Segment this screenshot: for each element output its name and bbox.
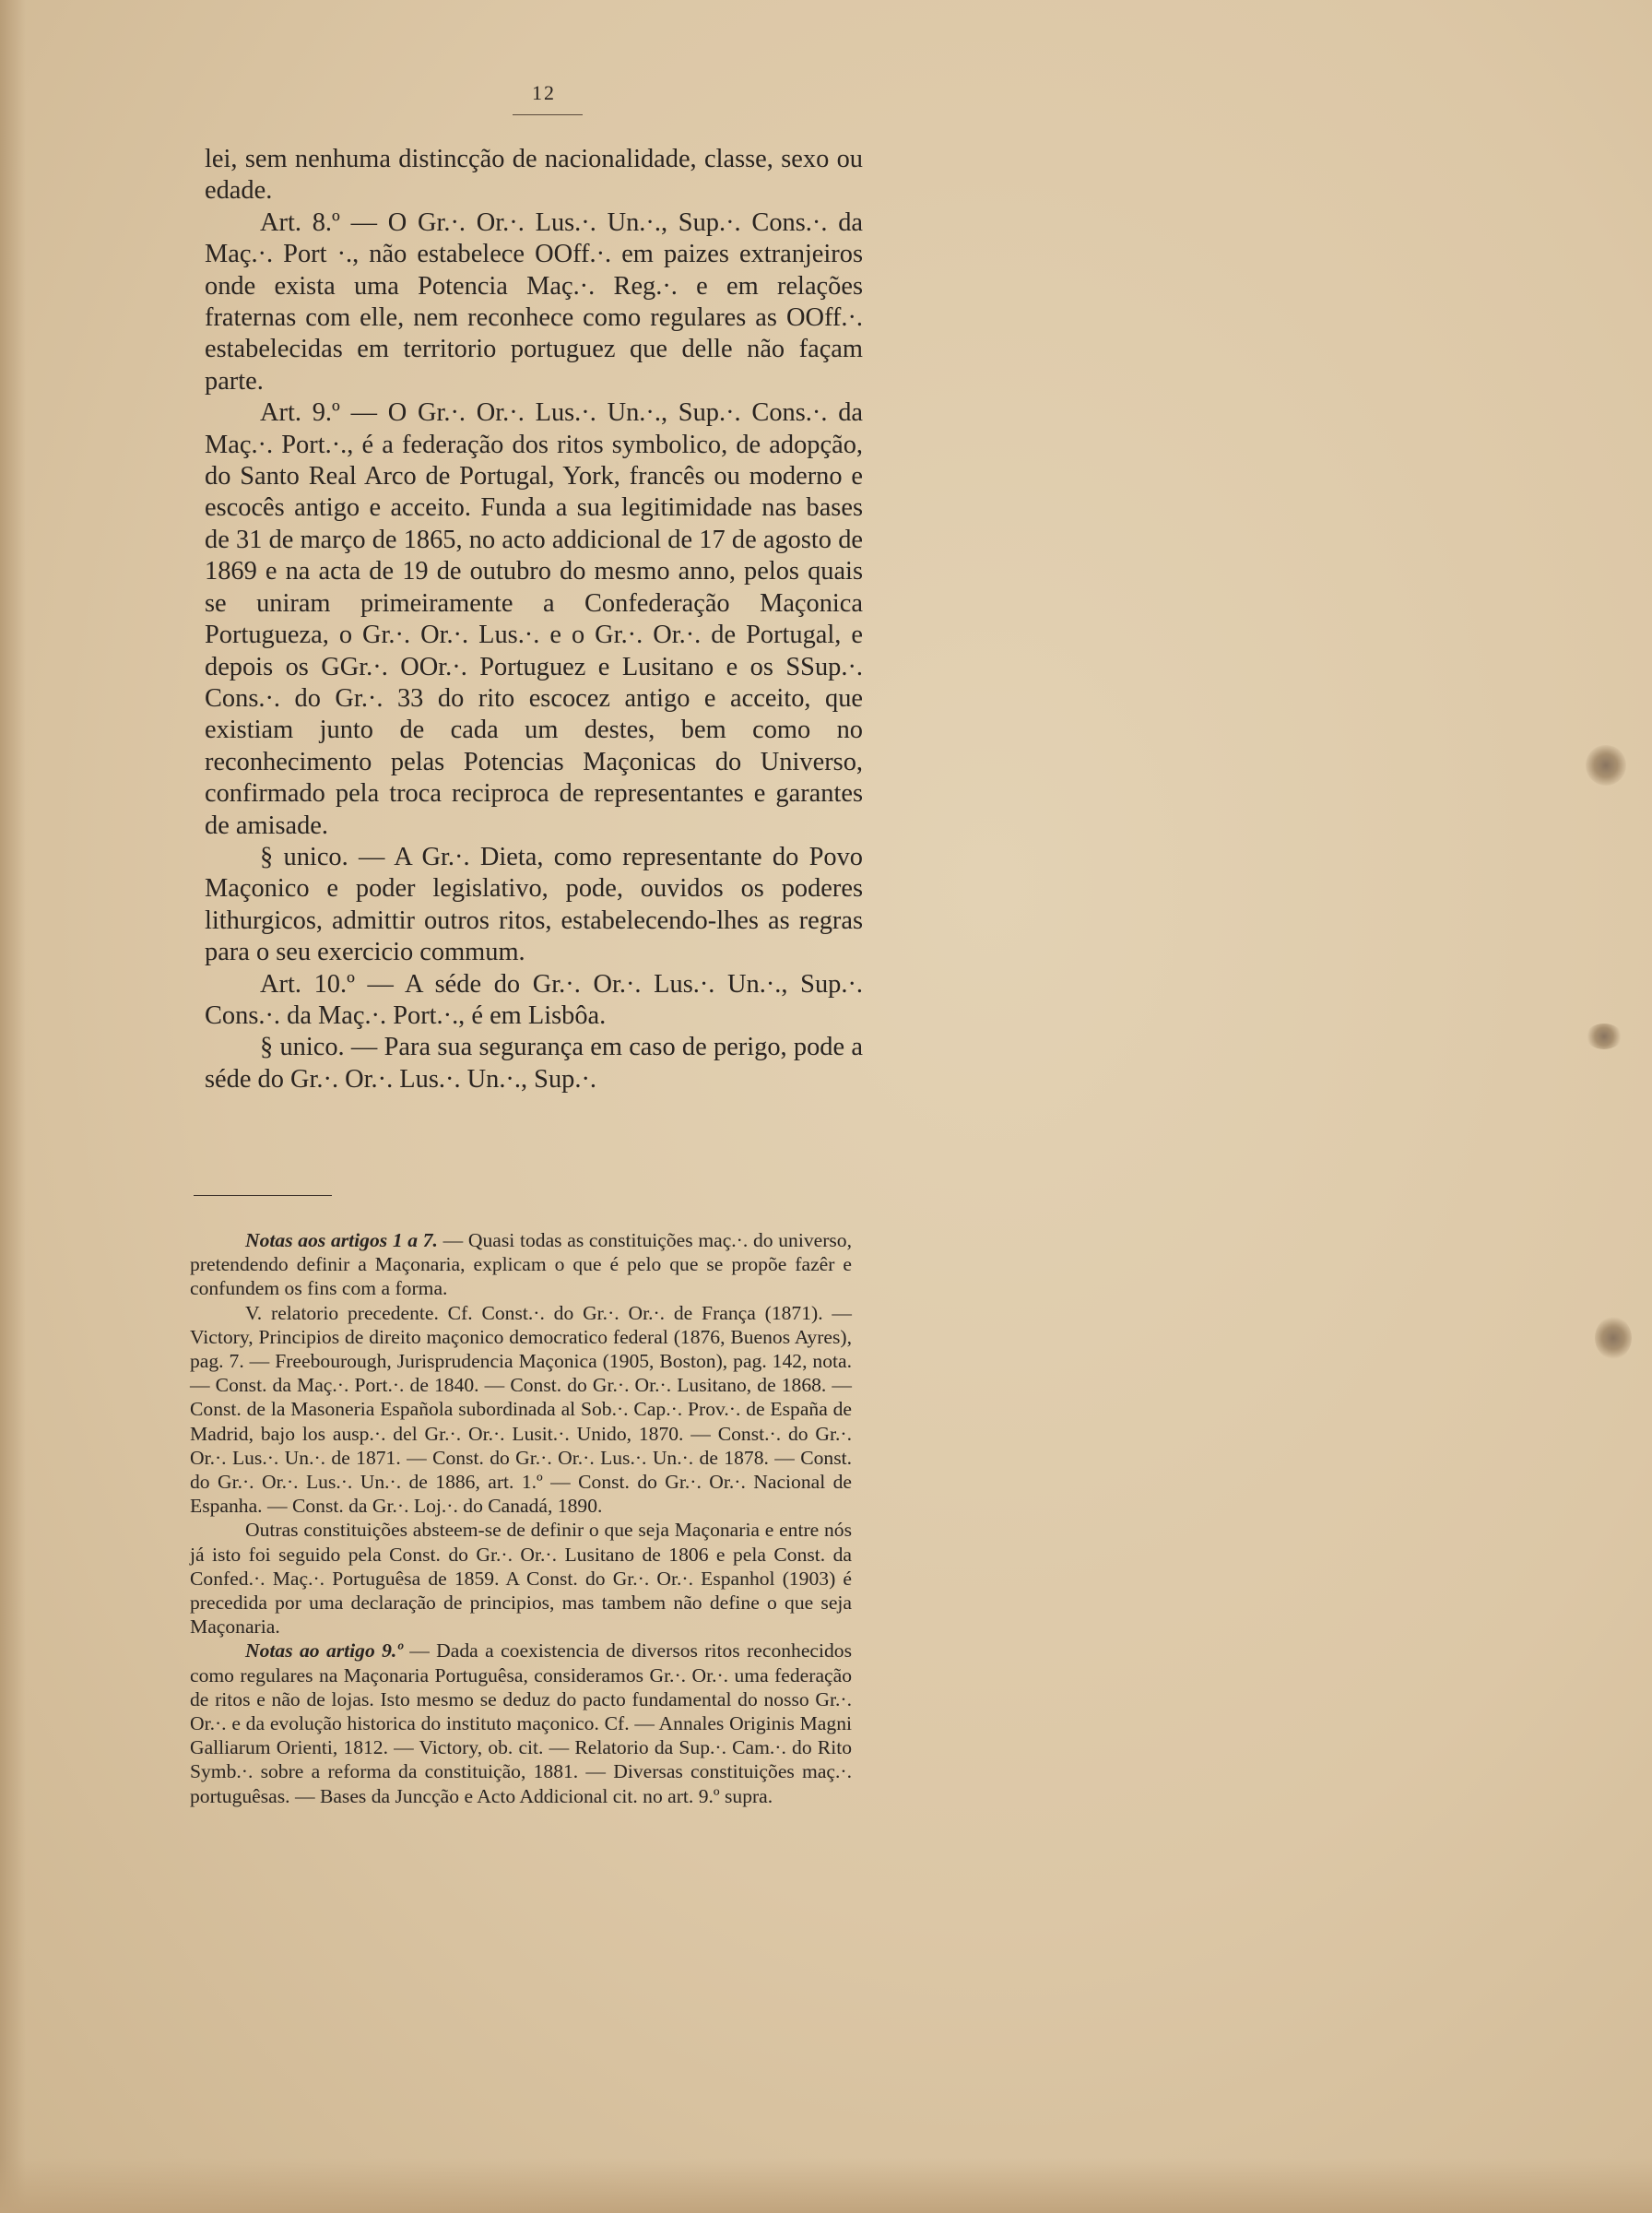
page-number: 12 (532, 81, 556, 104)
paragraph-art-10: Art. 10.º — A séde do Gr.·. Or.·. Lus.·. Un.·., Sup.·. Cons.·. da Maç.·. Port.·., é em Lisbôa. (205, 969, 863, 1030)
stain-mark (1595, 1317, 1632, 1359)
paragraph-continuation: lei, sem nenhuma distincção de nacionalidade, classe, sexo ou edade. (205, 145, 863, 206)
paragraph-art-8: Art. 8.º — O Gr.·. Or.·. Lus.·. Un.·., Sup.·. Cons.·. da Maç.·. Port ·., não estabelece OOff.·. em paizes extranjeiros onde exista uma Potencia Maç.·. Reg.·. e em relações fraternas com elle, nem reconhece como regulares as OOff.·. estabelecidas em territorio portuguez que delle não façam parte. (205, 207, 863, 396)
note-heading: Notas aos artigos 1 a 7. (245, 1229, 438, 1251)
note-text: — Dada a coexistencia de diversos ritos reconhecidos como regulares na Maçonaria Portuguêsa, consideramos Gr.·. Or.·. uma federação de ritos e não de lojas. Isto mesmo se deduz do pacto fundamental do nosso Gr.·. Or.·. e da evolução historica do instituto maçonico. Cf. — Annales Originis Magni Galliarum Orienti, 1812. — Victory, ob. cit. — Relatorio da Sup.·. Cam.·. do Rito Symb.·. sobre a reforma da constituição, 1881. — Diversas constituições maç.·. portuguêsas. — Bases da Juncção e Acto Addicional cit. no art. 9.º supra. (190, 1639, 852, 1807)
footnotes (190, 1228, 852, 1808)
paragraph-art-10-unico: § unico. — Para sua segurança em caso de perigo, pode a séde do Gr.·. Or.·. Lus.·. Un.·., Sup.·. (205, 1033, 863, 1094)
main-text (205, 144, 863, 1095)
note-article-9 (190, 1639, 852, 1807)
footnote-rule (194, 1195, 332, 1196)
stain-mark (1586, 1024, 1622, 1049)
page-bottom-shadow (0, 2158, 1652, 2213)
paragraph-art-9: Art. 9.º — O Gr.·. Or.·. Lus.·. Un.·., Sup.·. Cons.·. da Maç.·. Port.·., é a federação dos ritos symbolico, de adopção, do Santo Real Arco de Portugal, York, francês ou moderno e escocês antigo e acceito. Funda a sua legitimidade nas bases de 31 de março de 1865, no acto addicional de 17 de agosto de 1869 e na acta de 19 de outubro do mesmo anno, pelos quais se uniram primeiramente a Confederação Maçonica Portugueza, o Gr.·. Or.·. Lus.·. e o Gr.·. Or.·. de Portugal, e depois os GGr.·. OOr.·. Portuguez e Lusitano e os SSup.·. Cons.·. do Gr.·. 33 do rito escocez antigo e acceito, que existiam junto de cada um destes, bem como no reconhecimento pelas Potencias Maçonicas do Universo, confirmado pela troca reciproca de representantes e garantes de amisade. (205, 398, 863, 840)
note-text: — Quasi todas as constituições maç.·. do universo, pretendendo definir a Maçonaria, explicam o que é pelo que se propõe fazêr e confundem os fins com a forma. (190, 1229, 852, 1300)
note-references: V. relatorio precedente. Cf. Const.·. do Gr.·. Or.·. de França (1871). — Victory, Principios de direito maçonico democratico federal (1876, Buenos Ayres), pag. 7. — Freebourough, Jurisprudencia Maçonica (1905, Boston), pag. 142, nota. — Const. da Maç.·. Port.·. de 1840. — Const. do Gr.·. Or.·. Lusitano, de 1868. — Const. de la Masoneria Española subordinada al Sob.·. Cap.·. Prov.·. de España de Madrid, bajo los ausp.·. del Gr.·. Or.·. Lusit.·. Unido, 1870. — Const.·. do Gr.·. Or.·. Lus.·. Un.·. de 1871. — Const. do Gr.·. Or.·. Lus.·. Un.·. de 1878. — Const. do Gr.·. Or.·. Lus.·. Un.·. de 1886, art. 1.º — Const. do Gr.·. Or.·. Nacional de Espanha. — Const. da Gr.·. Loj.·. do Canadá, 1890. (190, 1301, 852, 1518)
page-edge-shadow (0, 0, 26, 2213)
header-rule (513, 114, 583, 115)
paragraph-art-9-unico: § unico. — A Gr.·. Dieta, como representante do Povo Maçonico e poder legislativo, pode, ouvidos os poderes lithurgicos, admittir outros ritos, estabelecendo-lhes as regras para o seu exercicio commum. (205, 842, 863, 967)
note-articles-1-7 (190, 1228, 852, 1301)
note-heading: Notas ao artigo 9.º (245, 1639, 403, 1663)
note-other-constitutions: Outras constituições absteem-se de definir o que seja Maçonaria e entre nós já isto foi seguido pela Const. do Gr.·. Or.·. Lusitano de 1806 e pela Const. da Confed.·. Maç.·. Portuguêsa de 1859. A Const. do Gr.·. Or.·. Espanhol (1903) é precedida por uma declaração de principios, mas tambem não define o que seja Maçonaria. (190, 1519, 852, 1639)
stain-mark (1586, 745, 1626, 786)
